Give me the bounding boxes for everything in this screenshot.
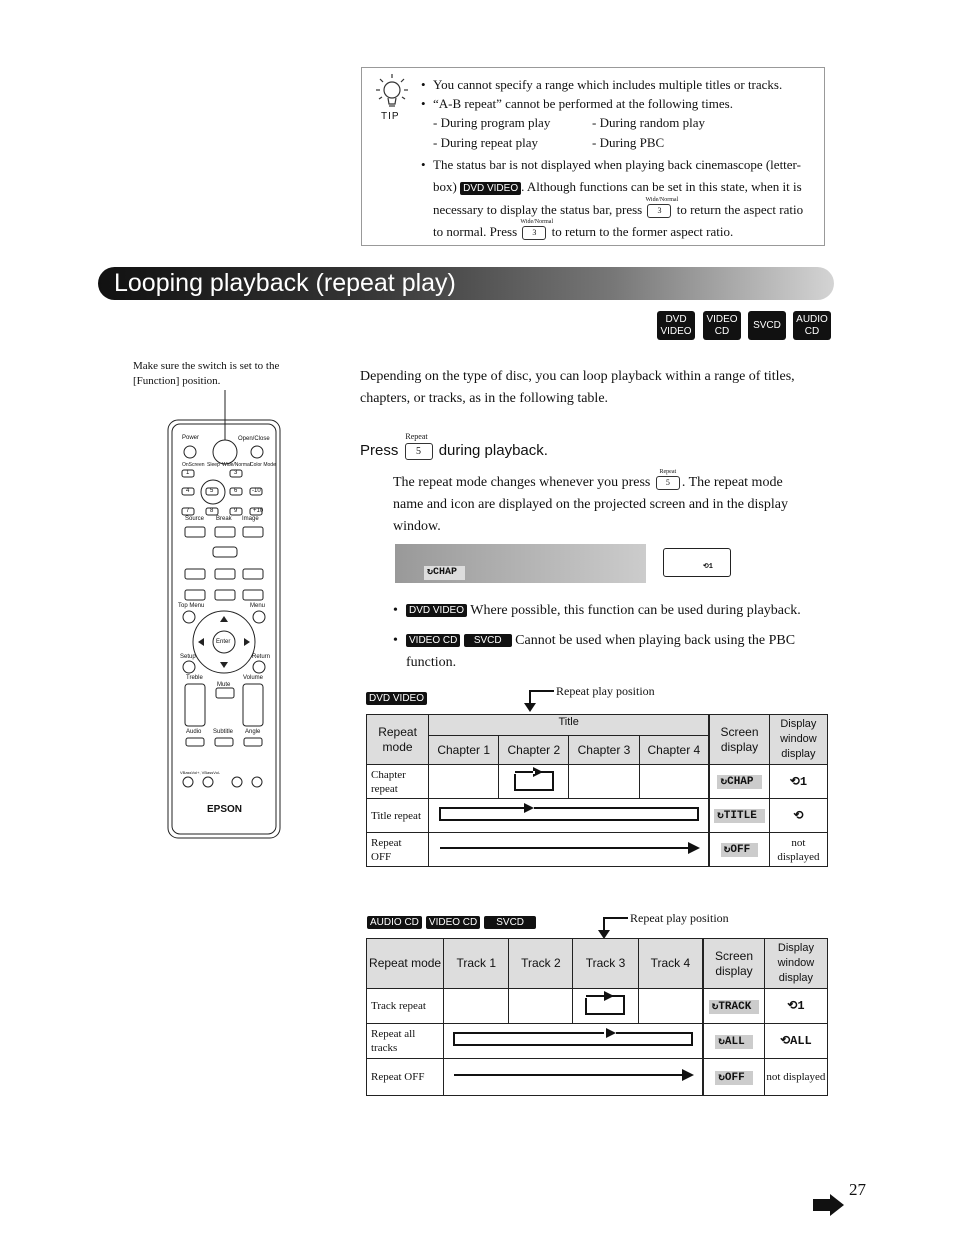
- repeat-icon: ↻ALL: [715, 1035, 752, 1049]
- remote-label-source: Source: [185, 516, 205, 522]
- header-screen-display: Screen display: [703, 939, 764, 989]
- table2-marker-label: Repeat play position: [630, 911, 729, 925]
- disc-badge-dvd-video: DVD VIDEO: [657, 311, 695, 340]
- repeat-icon: ↻OFF: [721, 843, 758, 857]
- remote-key-8: 8: [210, 508, 214, 514]
- disc-badge-svcd: SVCD: [748, 311, 786, 340]
- header-window-display: Display window display: [764, 939, 827, 989]
- header-title: Title: [429, 715, 710, 736]
- table1-disc-badge: DVD VIDEO: [366, 689, 427, 707]
- remote-key-3: 3: [234, 470, 238, 476]
- repeat-key-icon: Repeat 5: [656, 476, 680, 490]
- repeat-icon: ↻TRACK: [709, 1000, 760, 1014]
- repeat-icon: ↻OFF: [715, 1071, 752, 1085]
- repeat-key-icon: Repeat 5: [405, 443, 433, 460]
- header-repeat-mode: Repeat mode: [367, 939, 444, 989]
- press-instruction: Press Repeat 5 during playback.: [360, 431, 548, 459]
- repeat-icon: ↻TITLE: [714, 809, 765, 823]
- loop-arrow-icon: [499, 765, 569, 799]
- row-label: Repeat OFF: [367, 1059, 444, 1096]
- remote-label-widenormal: Wide/Normal: [222, 462, 251, 468]
- repeat-icon: ↻CHAP: [424, 566, 465, 580]
- header-repeat-mode: Repeat mode: [367, 715, 429, 765]
- remote-key-9: 9: [234, 508, 238, 514]
- tip-bullet-3-line4: to normal. Press Wide/Normal 3 to return to the former aspect ratio.: [433, 219, 734, 239]
- remote-label-power: Power: [182, 435, 200, 441]
- section-heading: [98, 267, 834, 300]
- remote-key-minus10: -10: [252, 488, 261, 494]
- remote-label-menu: Menu: [250, 603, 266, 609]
- remote-label-enter: Enter: [216, 639, 231, 645]
- remote-label-mute: Mute: [217, 682, 231, 688]
- window-not-displayed: not displayed: [764, 1059, 827, 1096]
- remote-label-openclose: Open/Close: [238, 436, 270, 442]
- row-label: Track repeat: [367, 989, 444, 1024]
- svcd-badge: SVCD: [464, 634, 512, 647]
- remote-label-audio: Audio: [186, 729, 202, 735]
- screen-status-chap: [424, 561, 465, 580]
- straight-arrow-icon: [429, 833, 710, 867]
- tip-bullet-2: • “A-B repeat” cannot be performed at the following times.: [433, 96, 733, 112]
- remote-key-4: 4: [186, 488, 190, 494]
- remote-label-onscreen: OnScreen: [182, 462, 205, 468]
- repeat-icon: ↻CHAP: [717, 775, 761, 789]
- remote-label-setup: Setup: [180, 654, 196, 660]
- repeat-position-arrow-icon: [594, 914, 630, 940]
- intro-paragraph: Depending on the type of disc, you can loop playback within a range of titles, chapters, or tracks, as in the following table.: [360, 369, 795, 406]
- tip-label: TIP: [381, 111, 400, 122]
- disc-badge-video-cd: VIDEO CD: [703, 311, 741, 340]
- header-track: Track 2: [509, 939, 573, 989]
- remote-label-colormode: Color Mode: [250, 462, 276, 468]
- remote-label-volume: Volume: [243, 675, 264, 681]
- remote-note: Make sure the switch is set to the [Function] position.: [133, 360, 280, 387]
- repeat-window-icon: ⟲: [793, 808, 804, 823]
- repeat-position-arrow-icon: [520, 687, 556, 713]
- remote-label-image: Image: [242, 516, 259, 522]
- wide-normal-key-icon: Wide/Normal 3: [647, 204, 671, 218]
- svcd-badge: SVCD: [484, 916, 536, 929]
- section-title: Looping playback (repeat play): [114, 269, 456, 297]
- remote-label-vbass: VBassVol+, VBassVol-: [180, 770, 221, 775]
- table2-disc-badges: [367, 913, 536, 931]
- next-page-arrow-icon: [813, 1194, 845, 1216]
- window-not-displayed: not displayed: [769, 833, 827, 867]
- remote-brand-logo: EPSON: [207, 804, 243, 815]
- remote-key-1: 1: [186, 470, 190, 476]
- header-chapter: Chapter 2: [499, 736, 569, 765]
- audio-cd-badge: AUDIO CD: [367, 916, 422, 929]
- remote-label-angle: Angle: [245, 729, 261, 735]
- row-label: Repeat OFF: [367, 833, 429, 867]
- tip-bullet-3-line2: box) DVD VIDEO . Although functions can be set in this state, when it is: [433, 179, 802, 194]
- video-cd-badge: VIDEO CD: [426, 916, 480, 929]
- remote-key-6: 6: [234, 488, 238, 494]
- header-chapter: Chapter 3: [569, 736, 639, 765]
- projected-screen-example: [395, 544, 646, 583]
- remote-label-return: Return: [252, 654, 271, 660]
- remote-label-topmenu: Top Menu: [178, 603, 205, 609]
- tip-bullet-1: • You cannot specify a range which includes multiple titles or tracks.: [433, 77, 782, 93]
- bullet-vcd: • VIDEO CD SVCD Cannot be used when playing back using the PBC function.: [393, 633, 796, 670]
- remote-key-7: 7: [186, 508, 190, 514]
- straight-arrow-icon: [444, 1059, 704, 1096]
- tip-sub-item: - During random play: [592, 115, 706, 130]
- header-track: Track 1: [444, 939, 509, 989]
- bullet-dvd: • DVD VIDEO Where possible, this function can be used during playback.: [393, 603, 801, 618]
- row-label: Repeat all tracks: [367, 1024, 444, 1059]
- remote-label-break: Break: [216, 516, 232, 522]
- repeat-table-cd: [366, 938, 828, 1096]
- disc-badge-audio-cd: AUDIO CD: [793, 311, 831, 340]
- video-cd-badge: VIDEO CD: [406, 634, 460, 647]
- header-chapter: Chapter 4: [639, 736, 709, 765]
- page-number: 27: [849, 1180, 866, 1199]
- row-label: Chapter repeat: [367, 765, 429, 799]
- tip-bullet-3: • The status bar is not displayed when playing back cinemascope (letter-: [433, 157, 801, 173]
- header-chapter: Chapter 1: [429, 736, 499, 765]
- dvd-video-badge: DVD VIDEO: [406, 604, 467, 617]
- repeat-window-icon: ⟲1: [787, 999, 805, 1013]
- remote-label-treble: Treble: [186, 675, 203, 681]
- remote-label-sleep: Sleep: [207, 462, 220, 468]
- dvd-video-badge: DVD VIDEO: [460, 182, 521, 195]
- table1-marker-label: Repeat play position: [556, 684, 655, 698]
- repeat-table-dvd: [366, 714, 828, 867]
- title-loop-arrow-icon: [429, 799, 710, 833]
- loop-arrow-icon: [573, 989, 638, 1024]
- repeat-window-icon: ⟲1: [789, 774, 808, 789]
- display-window-example: [663, 548, 731, 577]
- all-loop-arrow-icon: [444, 1024, 704, 1059]
- remote-key-plus10: +10: [253, 508, 264, 514]
- header-window-display: Display window display: [769, 715, 827, 765]
- tip-bullet-3-line3: necessary to display the status bar, press Wide/Normal 3 to return the aspect ratio: [433, 197, 804, 217]
- wide-normal-key-icon: Wide/Normal 3: [522, 226, 546, 240]
- row-label: Title repeat: [367, 799, 429, 833]
- tip-sub-item: - During program play: [433, 115, 551, 130]
- tip-sub-item: - During PBC: [592, 135, 665, 150]
- remote-label-subtitle: Subtitle: [213, 729, 234, 735]
- repeat-window-icon: ⟲1: [702, 563, 713, 571]
- repeat-window-icon: ⟲ALL: [780, 1034, 812, 1048]
- remote-control-illustration: [130, 388, 290, 848]
- header-track: Track 4: [638, 939, 703, 989]
- header-track: Track 3: [573, 939, 638, 989]
- tip-sub-item: - During repeat play: [433, 135, 539, 150]
- header-screen-display: Screen display: [709, 715, 769, 765]
- remote-key-5: 5: [210, 488, 214, 494]
- mode-paragraph: The repeat mode changes whenever you press Repeat 5 . The repeat mode name and icon are displayed on the projected screen and in the display window.: [393, 468, 788, 534]
